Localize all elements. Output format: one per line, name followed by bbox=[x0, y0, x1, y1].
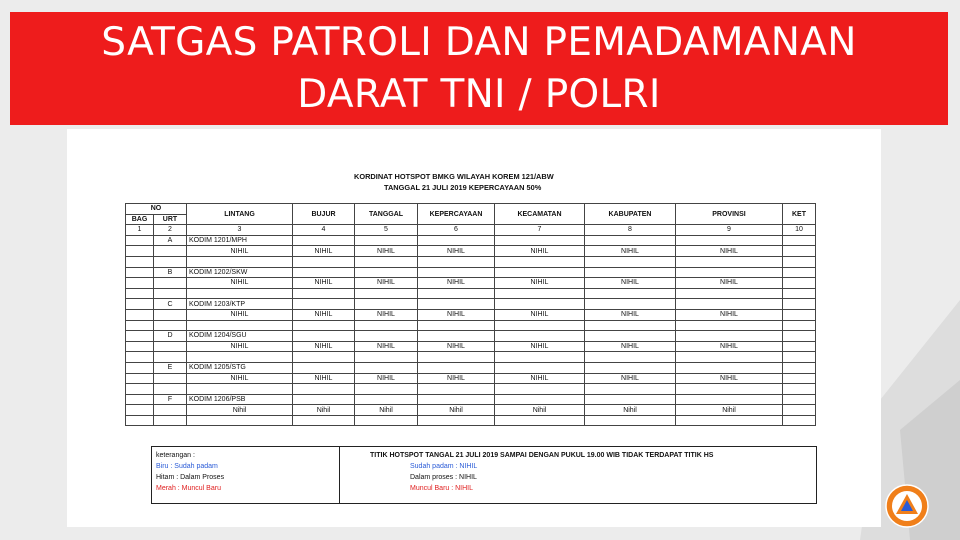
empty-cell bbox=[783, 394, 816, 405]
empty-cell bbox=[293, 331, 355, 342]
empty-cell bbox=[355, 394, 418, 405]
empty-cell bbox=[418, 267, 495, 278]
empty-cell bbox=[783, 288, 816, 299]
col-number: 9 bbox=[676, 225, 783, 236]
ket-cell bbox=[783, 309, 816, 320]
empty-cell bbox=[783, 362, 816, 373]
urt-cell bbox=[154, 309, 187, 320]
empty-cell bbox=[418, 394, 495, 405]
header-kepercayaan: KEPERCAYAAN bbox=[418, 204, 495, 225]
empty-cell bbox=[585, 331, 676, 342]
empty-cell bbox=[293, 352, 355, 363]
kodim-cell: KODIM 1201/MPH bbox=[187, 235, 293, 246]
status-sudah-padam: Sudah padam : NIHIL bbox=[410, 463, 478, 470]
legend-summary bbox=[340, 447, 816, 503]
col-number: 2 bbox=[154, 225, 187, 236]
urt-cell: C bbox=[154, 299, 187, 310]
empty-cell bbox=[495, 299, 585, 310]
empty-cell bbox=[418, 235, 495, 246]
document-title-line-2: TANGGAL 21 JULI 2019 KEPERCAYAAN 50% bbox=[384, 183, 542, 192]
empty-cell bbox=[676, 352, 783, 363]
empty-cell bbox=[495, 384, 585, 395]
empty-cell bbox=[495, 415, 585, 426]
empty-cell bbox=[783, 352, 816, 363]
empty-cell bbox=[293, 288, 355, 299]
empty-cell bbox=[126, 288, 154, 299]
empty-cell bbox=[676, 384, 783, 395]
hotspot-row bbox=[126, 373, 816, 384]
bag-cell bbox=[126, 341, 154, 352]
kodim-row bbox=[126, 267, 816, 278]
urt-cell: D bbox=[154, 331, 187, 342]
empty-cell bbox=[676, 362, 783, 373]
ket-cell bbox=[783, 246, 816, 257]
empty-cell bbox=[418, 288, 495, 299]
empty-cell bbox=[126, 320, 154, 331]
value-cell: Nihil bbox=[355, 405, 418, 416]
value-cell: NIHIL bbox=[355, 278, 418, 289]
urt-cell bbox=[154, 405, 187, 416]
status-muncul-baru: Muncul Baru : NIHIL bbox=[410, 485, 474, 492]
value-cell: NIHIL bbox=[293, 246, 355, 257]
value-cell: NIHIL bbox=[495, 309, 585, 320]
empty-cell bbox=[293, 362, 355, 373]
col-number: 7 bbox=[495, 225, 585, 236]
urt-cell: E bbox=[154, 362, 187, 373]
empty-cell bbox=[783, 299, 816, 310]
ket-cell bbox=[783, 373, 816, 384]
value-cell: NIHIL bbox=[676, 278, 783, 289]
header-urt: URT bbox=[154, 214, 187, 225]
kodim-row bbox=[126, 331, 816, 342]
empty-cell bbox=[293, 235, 355, 246]
empty-cell bbox=[676, 331, 783, 342]
empty-cell bbox=[783, 256, 816, 267]
spacer-row bbox=[126, 384, 816, 395]
empty-cell bbox=[293, 256, 355, 267]
value-cell: NIHIL bbox=[355, 373, 418, 384]
col-number: 5 bbox=[355, 225, 418, 236]
value-cell: NIHIL bbox=[418, 309, 495, 320]
bag-cell bbox=[126, 362, 154, 373]
value-cell: NIHIL bbox=[418, 246, 495, 257]
empty-cell bbox=[585, 320, 676, 331]
hotspot-row bbox=[126, 405, 816, 416]
value-cell: NIHIL bbox=[418, 373, 495, 384]
value-cell: NIHIL bbox=[495, 246, 585, 257]
empty-cell bbox=[154, 288, 187, 299]
header-kecamatan: KECAMATAN bbox=[495, 204, 585, 225]
empty-cell bbox=[154, 384, 187, 395]
value-cell: NIHIL bbox=[355, 341, 418, 352]
empty-cell bbox=[585, 362, 676, 373]
kodim-cell: KODIM 1205/STG bbox=[187, 362, 293, 373]
col-number: 4 bbox=[293, 225, 355, 236]
urt-cell: A bbox=[154, 235, 187, 246]
empty-cell bbox=[585, 384, 676, 395]
value-cell: NIHIL bbox=[418, 341, 495, 352]
bnpb-emblem-icon bbox=[884, 483, 930, 529]
empty-cell bbox=[585, 352, 676, 363]
empty-cell bbox=[126, 415, 154, 426]
ket-cell bbox=[783, 341, 816, 352]
empty-cell bbox=[676, 320, 783, 331]
empty-cell bbox=[355, 384, 418, 395]
empty-cell bbox=[495, 235, 585, 246]
header-no: NO bbox=[126, 204, 187, 215]
value-cell: NIHIL bbox=[585, 246, 676, 257]
value-cell: NIHIL bbox=[187, 278, 293, 289]
header-kabupaten: KABUPATEN bbox=[585, 204, 676, 225]
kodim-row bbox=[126, 394, 816, 405]
empty-cell bbox=[495, 320, 585, 331]
empty-cell bbox=[418, 299, 495, 310]
empty-cell bbox=[783, 384, 816, 395]
value-cell: NIHIL bbox=[676, 246, 783, 257]
empty-cell bbox=[418, 384, 495, 395]
empty-cell bbox=[293, 267, 355, 278]
bag-cell bbox=[126, 267, 154, 278]
value-cell: Nihil bbox=[418, 405, 495, 416]
empty-cell bbox=[293, 384, 355, 395]
value-cell: NIHIL bbox=[293, 278, 355, 289]
empty-cell bbox=[293, 320, 355, 331]
hotspot-row bbox=[126, 246, 816, 257]
empty-cell bbox=[585, 415, 676, 426]
bag-cell bbox=[126, 278, 154, 289]
empty-cell bbox=[783, 331, 816, 342]
value-cell: NIHIL bbox=[187, 246, 293, 257]
spacer-row bbox=[126, 352, 816, 363]
empty-cell bbox=[676, 267, 783, 278]
urt-cell bbox=[154, 373, 187, 384]
empty-cell bbox=[154, 256, 187, 267]
empty-cell bbox=[418, 415, 495, 426]
value-cell: NIHIL bbox=[676, 341, 783, 352]
empty-cell bbox=[676, 299, 783, 310]
empty-cell bbox=[293, 394, 355, 405]
empty-cell bbox=[187, 256, 293, 267]
empty-cell bbox=[495, 331, 585, 342]
value-cell: Nihil bbox=[676, 405, 783, 416]
value-cell: NIHIL bbox=[495, 341, 585, 352]
empty-cell bbox=[676, 415, 783, 426]
value-cell: NIHIL bbox=[187, 373, 293, 384]
value-cell: NIHIL bbox=[585, 278, 676, 289]
urt-cell: F bbox=[154, 394, 187, 405]
value-cell: NIHIL bbox=[676, 373, 783, 384]
legend-red: Merah : Muncul Baru bbox=[156, 485, 221, 492]
value-cell: NIHIL bbox=[293, 309, 355, 320]
empty-cell bbox=[355, 288, 418, 299]
empty-cell bbox=[355, 256, 418, 267]
value-cell: NIHIL bbox=[187, 309, 293, 320]
kodim-row bbox=[126, 235, 816, 246]
empty-cell bbox=[293, 415, 355, 426]
empty-cell bbox=[355, 352, 418, 363]
spacer-row bbox=[126, 288, 816, 299]
kodim-cell: KODIM 1202/SKW bbox=[187, 267, 293, 278]
legend-blue: Biru : Sudah padam bbox=[156, 463, 218, 470]
urt-cell: B bbox=[154, 267, 187, 278]
value-cell: NIHIL bbox=[676, 309, 783, 320]
slide-title-line-2: DARAT TNI / POLRI bbox=[297, 71, 661, 117]
slide-title-line-1: SATGAS PATROLI DAN PEMADAMANAN bbox=[101, 19, 857, 65]
empty-cell bbox=[126, 384, 154, 395]
spacer-row bbox=[126, 256, 816, 267]
empty-cell bbox=[495, 394, 585, 405]
empty-cell bbox=[585, 267, 676, 278]
value-cell: NIHIL bbox=[293, 373, 355, 384]
bag-cell bbox=[126, 309, 154, 320]
empty-cell bbox=[126, 352, 154, 363]
value-cell: Nihil bbox=[585, 405, 676, 416]
bag-cell bbox=[126, 246, 154, 257]
hotspot-row bbox=[126, 341, 816, 352]
hotspot-document bbox=[67, 129, 881, 527]
legend-black: Hitam : Dalam Proses bbox=[156, 474, 225, 481]
value-cell: NIHIL bbox=[585, 309, 676, 320]
spacer-row bbox=[126, 415, 816, 426]
document-title bbox=[354, 171, 594, 193]
empty-cell bbox=[676, 288, 783, 299]
value-cell: NIHIL bbox=[585, 341, 676, 352]
empty-cell bbox=[154, 320, 187, 331]
bag-cell bbox=[126, 331, 154, 342]
header-bujur: BUJUR bbox=[293, 204, 355, 225]
empty-cell bbox=[783, 415, 816, 426]
empty-cell bbox=[585, 288, 676, 299]
empty-cell bbox=[783, 235, 816, 246]
legend-box bbox=[151, 446, 817, 504]
value-cell: NIHIL bbox=[418, 278, 495, 289]
value-cell: NIHIL bbox=[495, 278, 585, 289]
bag-cell bbox=[126, 299, 154, 310]
hotspot-row bbox=[126, 309, 816, 320]
empty-cell bbox=[355, 235, 418, 246]
legend-heading: keterangan : bbox=[156, 452, 195, 459]
empty-cell bbox=[783, 267, 816, 278]
col-number: 1 bbox=[126, 225, 154, 236]
value-cell: NIHIL bbox=[355, 246, 418, 257]
empty-cell bbox=[355, 362, 418, 373]
kodim-row bbox=[126, 299, 816, 310]
empty-cell bbox=[495, 256, 585, 267]
empty-cell bbox=[676, 256, 783, 267]
empty-cell bbox=[418, 352, 495, 363]
bag-cell bbox=[126, 405, 154, 416]
empty-cell bbox=[154, 352, 187, 363]
empty-cell bbox=[187, 415, 293, 426]
urt-cell bbox=[154, 341, 187, 352]
empty-cell bbox=[585, 394, 676, 405]
ket-cell bbox=[783, 405, 816, 416]
document-title-line-1: KORDINAT HOTSPOT BMKG WILAYAH KOREM 121/ABW bbox=[354, 172, 554, 181]
header-provinsi: PROVINSI bbox=[676, 204, 783, 225]
hotspot-note: TITIK HOTSPOT TANGAL 21 JULI 2019 SAMPAI DENGAN PUKUL 19.00 WIB TIDAK TERDAPAT TITIK HS bbox=[370, 452, 714, 459]
bag-cell bbox=[126, 394, 154, 405]
header-ket: KET bbox=[783, 204, 816, 225]
spacer-row bbox=[126, 320, 816, 331]
col-number: 3 bbox=[187, 225, 293, 236]
title-banner bbox=[10, 12, 948, 125]
kodim-cell: KODIM 1206/PSB bbox=[187, 394, 293, 405]
empty-cell bbox=[495, 267, 585, 278]
column-number-row bbox=[126, 225, 816, 236]
col-number: 6 bbox=[418, 225, 495, 236]
empty-cell bbox=[418, 362, 495, 373]
empty-cell bbox=[585, 256, 676, 267]
empty-cell bbox=[676, 235, 783, 246]
empty-cell bbox=[585, 299, 676, 310]
empty-cell bbox=[418, 256, 495, 267]
col-number: 8 bbox=[585, 225, 676, 236]
kodim-row bbox=[126, 362, 816, 373]
empty-cell bbox=[676, 394, 783, 405]
ket-cell bbox=[783, 278, 816, 289]
kodim-cell: KODIM 1203/KTP bbox=[187, 299, 293, 310]
empty-cell bbox=[783, 320, 816, 331]
bag-cell bbox=[126, 373, 154, 384]
value-cell: Nihil bbox=[495, 405, 585, 416]
value-cell: NIHIL bbox=[187, 341, 293, 352]
kodim-cell: KODIM 1204/SGU bbox=[187, 331, 293, 342]
empty-cell bbox=[585, 235, 676, 246]
empty-cell bbox=[355, 267, 418, 278]
empty-cell bbox=[126, 256, 154, 267]
header-lintang: LINTANG bbox=[187, 204, 293, 225]
value-cell: NIHIL bbox=[495, 373, 585, 384]
hotspot-table bbox=[125, 203, 816, 426]
value-cell: NIHIL bbox=[293, 341, 355, 352]
value-cell: Nihil bbox=[293, 405, 355, 416]
empty-cell bbox=[187, 384, 293, 395]
empty-cell bbox=[355, 299, 418, 310]
empty-cell bbox=[293, 299, 355, 310]
urt-cell bbox=[154, 278, 187, 289]
empty-cell bbox=[355, 320, 418, 331]
empty-cell bbox=[418, 320, 495, 331]
empty-cell bbox=[495, 352, 585, 363]
hotspot-row bbox=[126, 278, 816, 289]
empty-cell bbox=[187, 320, 293, 331]
empty-cell bbox=[355, 331, 418, 342]
empty-cell bbox=[355, 415, 418, 426]
header-tanggal: TANGGAL bbox=[355, 204, 418, 225]
value-cell: NIHIL bbox=[585, 373, 676, 384]
empty-cell bbox=[187, 288, 293, 299]
empty-cell bbox=[495, 288, 585, 299]
value-cell: Nihil bbox=[187, 405, 293, 416]
status-dalam-proses: Dalam proses : NIHIL bbox=[410, 474, 477, 481]
col-number: 10 bbox=[783, 225, 816, 236]
bag-cell bbox=[126, 235, 154, 246]
legend-keterangan bbox=[152, 447, 340, 503]
header-row-1 bbox=[126, 204, 816, 215]
empty-cell bbox=[418, 331, 495, 342]
value-cell: NIHIL bbox=[355, 309, 418, 320]
header-bag: BAG bbox=[126, 214, 154, 225]
urt-cell bbox=[154, 246, 187, 257]
empty-cell bbox=[154, 415, 187, 426]
empty-cell bbox=[187, 352, 293, 363]
empty-cell bbox=[495, 362, 585, 373]
